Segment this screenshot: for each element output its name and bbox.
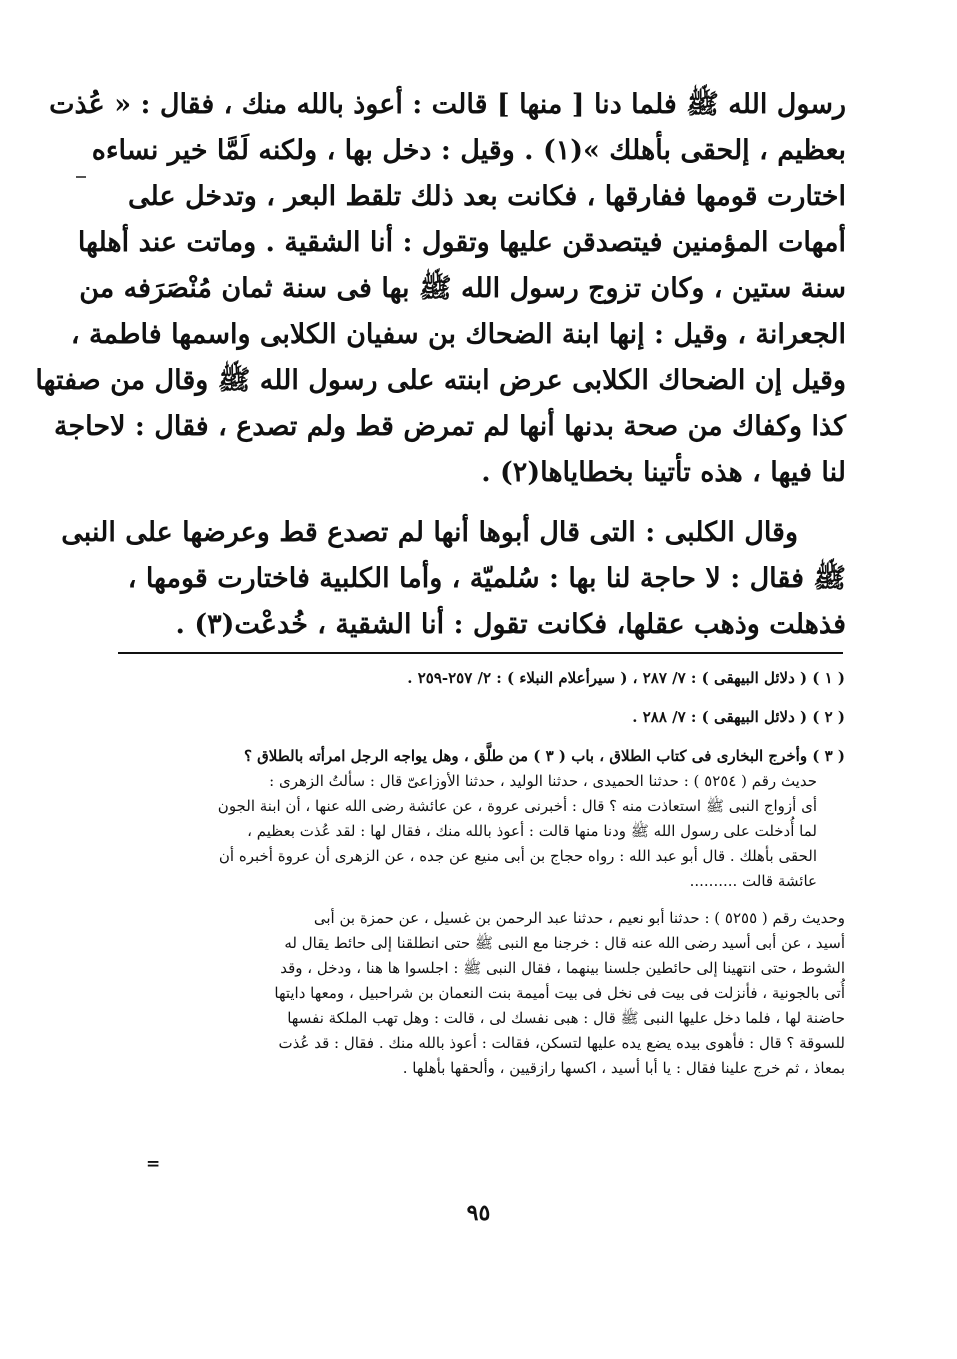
main-line: أمهات المؤمنين فيتصدقن عليها وتقول : أنا الشقية . وماتت عند أهلها xyxy=(77,227,846,258)
main-line: لنا فيها ، هذه تأتينا بخطاياها(٢) . xyxy=(481,457,846,488)
footnote-3-line: لما أُدخلت على رسول الله ﷺ ودنا منها قالت : أعوذ بالله منك ، فقال لها : لقد عُذت بعظيم ، xyxy=(247,822,817,840)
main-line: سنة ستين ، وكان تزوج رسول الله ﷺ بها فى سنة ثمان مُنْصَرَفه من xyxy=(79,273,846,304)
footnote-3-line: الحقى بأهلك . قال أبو عبد الله : رواه حجاج بن أبى منيع عن جده ، عن الزهرى أن عروة أخبره أن xyxy=(218,847,817,865)
footnote-gap xyxy=(118,691,845,705)
main-line: وقال الكلبى : التى قال أبوها أنها لم تصدع قط وعرضها على النبى xyxy=(61,517,798,548)
footnote-1: ( ١ ) ( دلائل البيهقى ) : ٧/ ٢٨٧ ، ( سيرأعلام النبلاء ) : ٢/ ٢٥٧-٢٥٩ . xyxy=(407,669,845,687)
hadith-line: حاضنة لها ، فلما دخل عليها النبى ﷺ قال : هبى نفسك لى ، قالت : وهل تهب الملكة نفسها xyxy=(287,1009,845,1027)
footnote-3: ( ٣ ) وأخرج البخارى فى كتاب الطلاق ، باب ( ٣ ) من طلَّق ، وهل يواجه الرجل امرأته بالطلاق ؟ xyxy=(243,747,845,765)
paragraph-gap xyxy=(118,496,846,510)
main-line: وقيل إن الضحاك الكلابى عرض ابنته على رسول الله ﷺ وقال من صفتها xyxy=(35,365,846,396)
hadith-line: للسوقة ؟ قال : فأهوى بيده يضع يده عليها لتسكن، فقالت : أعوذ بالله منك . فقال : قد عُذت xyxy=(278,1034,845,1052)
hadith-line: وحديث رقم ( ٥٢٥٥ ) : حدثنا أبو نعيم ، حدثنا عبد الرحمن بن غسيل ، عن حمزة بن أبى xyxy=(313,909,845,927)
main-line: ﷺ فقال : لا حاجة لنا بها : سُلميّة ، وأما الكلبية فاختارت قومها ، xyxy=(127,563,846,594)
main-line: كذا وكفاك من صحة بدنها أنها لم تمرض قط ولم تصدع ، فقال : لاحاجة xyxy=(54,411,846,442)
footnote-2: ( ٢ ) ( دلائل البيهقى ) : ٧/ ٢٨٨ . xyxy=(632,708,845,726)
continuation-mark: = xyxy=(146,1154,161,1174)
footnote-3-line: حديث رقم ( ٥٢٥٤ ) : حدثنا الحميدى ، حدثنا الوليد ، حدثنا الأوزاعىّ قال : سألتُ الزهرى : xyxy=(269,772,817,790)
main-text xyxy=(35,82,846,648)
footnote-3-line: أى أزواج النبى ﷺ استعاذت منه ؟ قال : أخبرنى عروة ، عن عائشة رضى الله عنها ، أن ابنة الجون xyxy=(217,797,817,815)
page-number: ٩٥ xyxy=(466,1200,491,1226)
footnote-divider xyxy=(118,652,843,654)
main-line: فذهلت وذهب عقلها، فكانت تقول : أنا الشقية ، خُدعْت(٣) . xyxy=(175,609,846,640)
hadith-line: بمعاذ ، ثم خرج علينا فقال : يا أبا أسيد ، اكسها رازقيين ، وألحقها بأهلها . xyxy=(402,1059,845,1077)
hadith-line: أُتى بالجونية ، فأنزلت فى بيت فى نخل فى بيت أميمة بنت النعمان بن شراحبيل ، ومعها دايتها xyxy=(274,984,845,1002)
footnotes xyxy=(118,666,845,1081)
footnote-gap xyxy=(118,730,845,744)
main-line: بعظيم ، إلحقى بأهلك »(١) . وقيل : دخل بها ، ولكنه لَمَّا خير نساءه xyxy=(91,135,846,166)
footnote-3-line: عائشة قالت .......... xyxy=(689,872,817,890)
footnote-3-hadith-2 xyxy=(118,906,845,1081)
main-line: اختارت قومها ففارقها ، فكانت بعد ذلك تلقط البعر ، وتدخل على xyxy=(128,181,846,212)
margin-mark xyxy=(76,176,86,178)
hadith-line: أسيد ، عن أبى أسيد رضى الله عنه قال : خرجنا مع النبى ﷺ حتى انطلقنا إلى حائط يقال له xyxy=(284,934,845,952)
main-line: الجعرانة ، وقيل : إنها ابنة الضحاك بن سفيان الكلابى واسمها فاطمة ، xyxy=(70,319,846,350)
hadith-line: الشوط ، حتى انتهينا إلى حائطين جلسنا بينهما ، فقال النبى ﷺ : اجلسوا ها هنا ، ودخل ، وقد xyxy=(280,959,845,977)
main-line: رسول الله ﷺ فلما دنا [ منها ] قالت : أعوذ بالله منك ، فقال : « عُذت xyxy=(49,89,846,120)
